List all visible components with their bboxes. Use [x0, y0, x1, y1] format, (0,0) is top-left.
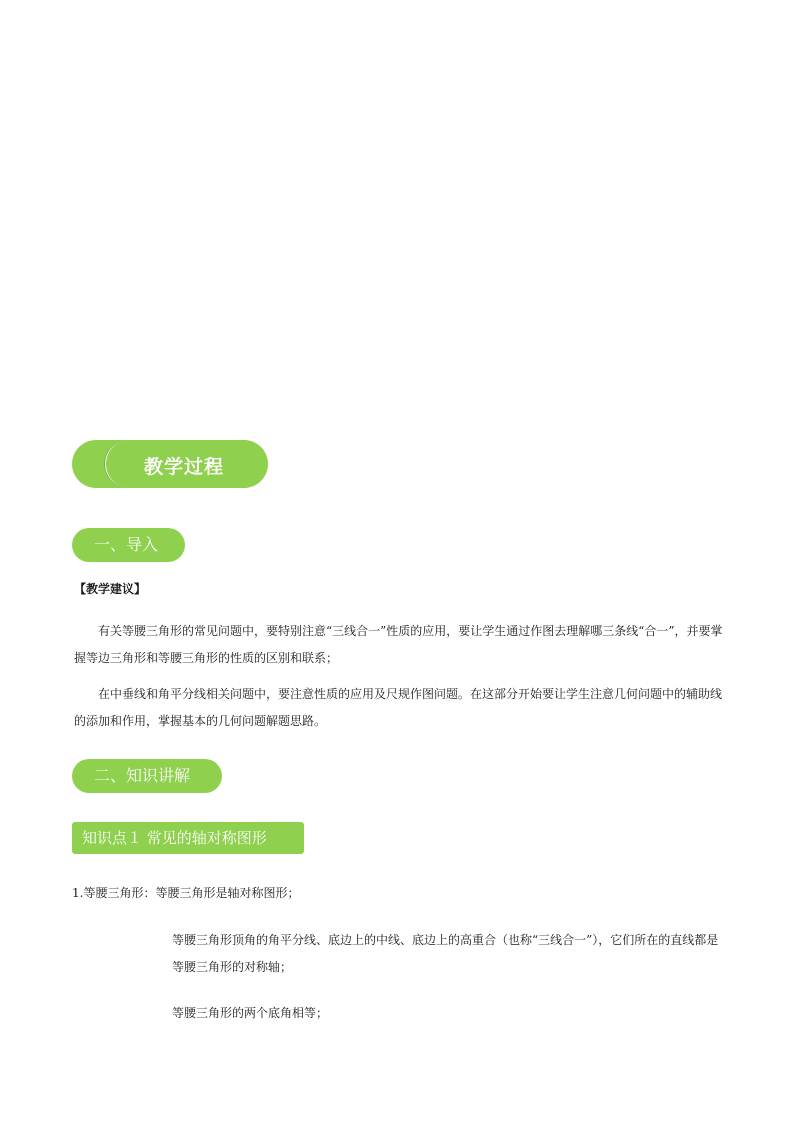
- teaching-suggestion-label: 【教学建议】: [74, 582, 147, 596]
- part-two-title: 二、知识讲解: [72, 759, 222, 793]
- section-header-title: 教学过程: [144, 456, 225, 478]
- suggestion-paragraph-2: 在中垂线和角平分线相关问题中，要注意性质的应用及尺规作图问题。在这部分开始要让学生注意几何问题中的辅助线的添加和作用，掌握基本的几何问题解题思路。: [74, 687, 723, 728]
- knowledge-point-title: 知识点１ 常见的轴对称图形: [72, 822, 304, 854]
- sub-item-base-angles: 等腰三角形的两个底角相等；: [172, 1006, 329, 1020]
- suggestion-paragraph-1: 有关等腰三角形的常见问题中，要特别注意“三线合一”性质的应用，要让学生通过作图去理解哪三条线“合一”，并要掌握等边三角形和等腰三角形的性质的区别和联系；: [74, 624, 723, 665]
- sub-item-three-lines: 等腰三角形顶角的角平分线、底边上的中线、底边上的高重合（也称“三线合一”），它们所在的直线都是等腰三角形的对称轴；: [172, 933, 719, 974]
- item-isosceles-triangle: 1.等腰三角形：等腰三角形是轴对称图形；: [72, 886, 300, 900]
- part-one-title: 一、导入: [72, 528, 185, 562]
